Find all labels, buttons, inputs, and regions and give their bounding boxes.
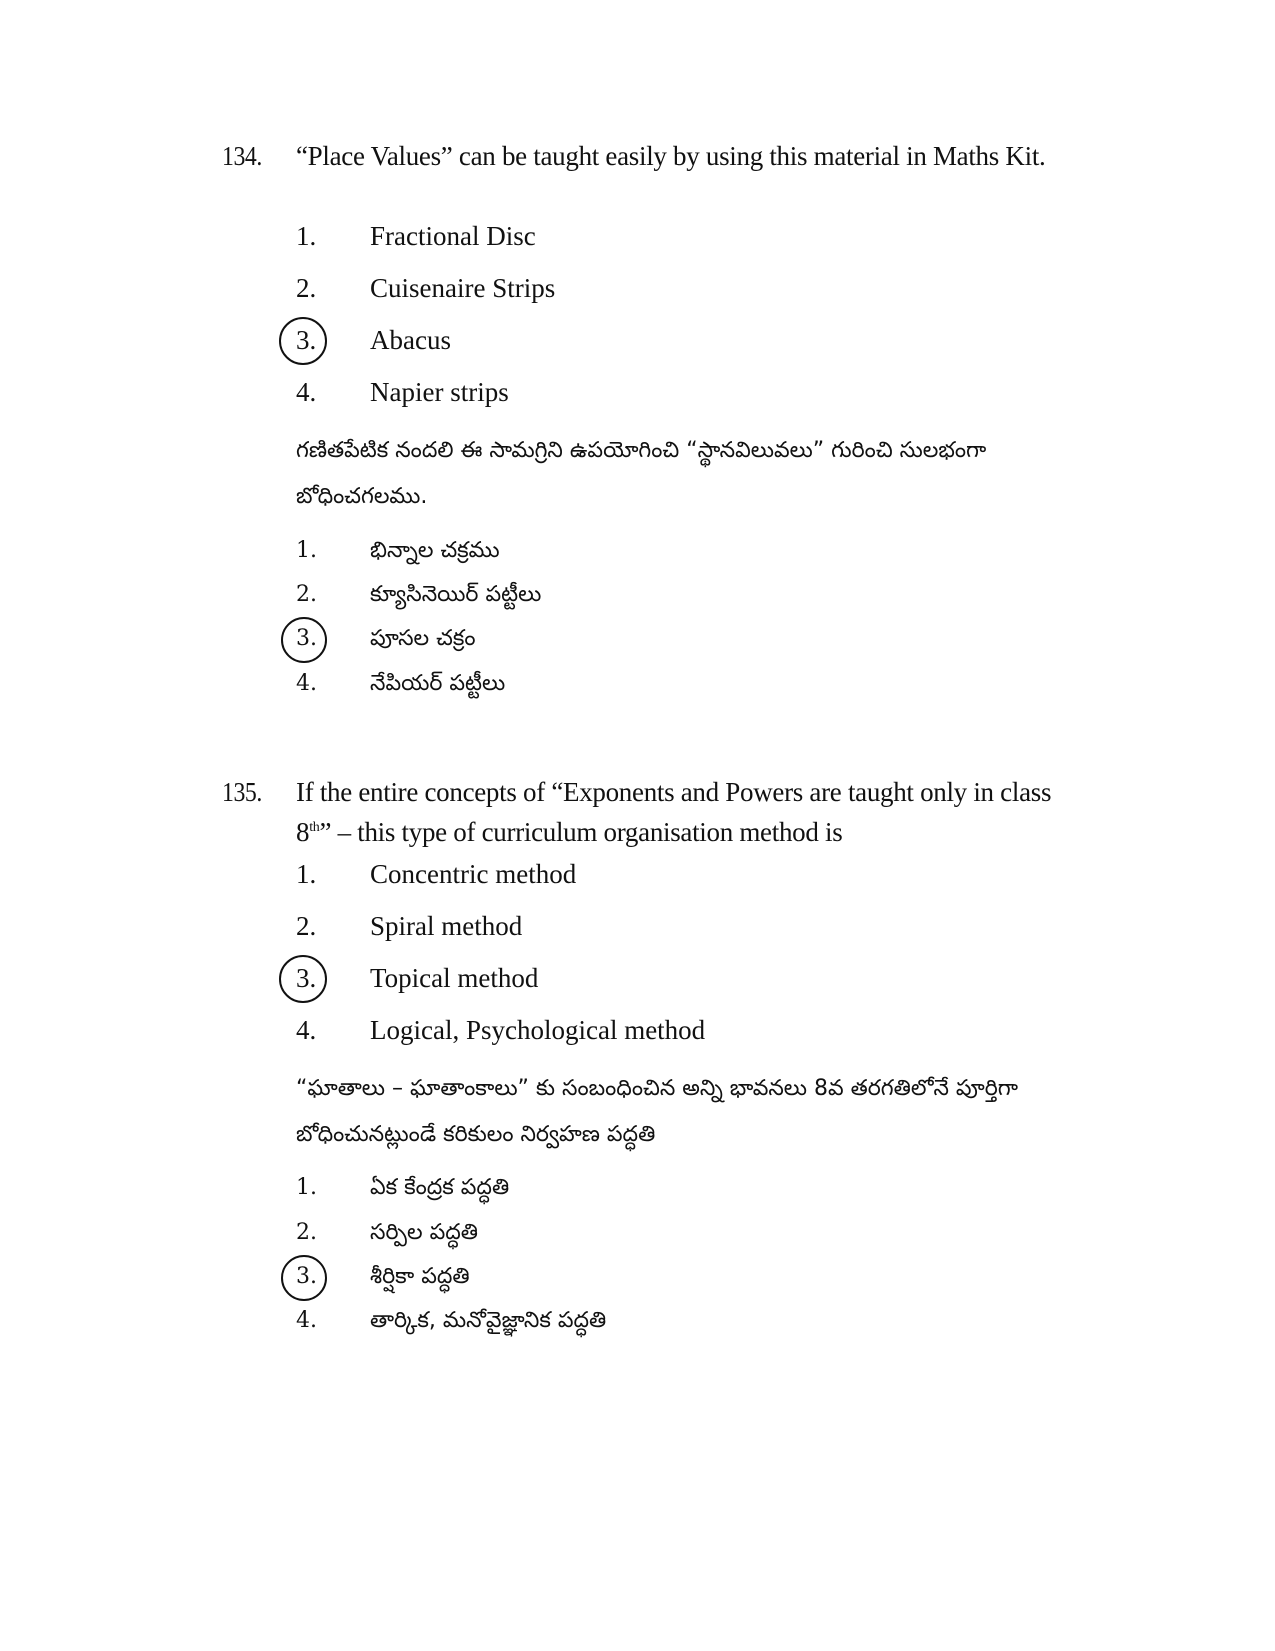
option-text: Concentric method [370, 859, 577, 889]
option-number-circled: 3. [296, 1259, 317, 1295]
question-number: 135. [222, 777, 262, 807]
option-text: పూసల చక్రం [370, 626, 476, 651]
option-text: Logical, Psychological method [370, 1015, 706, 1045]
question-text-part-1: If the entire concepts of “Exponents and Powers are taught only in class 8 [296, 777, 1052, 847]
option-text: సర్పిల పద్ధతి [370, 1220, 478, 1245]
option-text: ఏక కేంద్రక పద్ధతి [370, 1175, 510, 1200]
question-text-english [296, 774, 1056, 850]
option-number: 4. [296, 1015, 317, 1045]
option-number: 4. [296, 671, 317, 696]
option-text: నేపియర్ పట్టీలు [370, 671, 506, 696]
question-text-telugu: “ఘాతాలు – ఘాతాంకాలు” కు సంబంధించిన అన్ని భావనలు 8వ తరగతిలోనే పూర్తిగా బోధించునట్లుండే కరికులం నిర్వహణ పద్ధతి [296, 1076, 1019, 1147]
option-number: 2. [296, 273, 317, 303]
option-text: తార్కిక, మనోవైజ్ఞానిక పద్ధతి [370, 1308, 607, 1333]
option-text: Napier strips [370, 377, 509, 407]
option-text: Topical method [370, 963, 539, 993]
option-number: 1. [296, 221, 317, 251]
question-text-telugu: గణితపేటిక నందలి ఈ సామగ్రిని ఉపయోగించి “స్థానవిలువలు” గురించి సులభంగా బోధించగలము. [296, 438, 987, 509]
option-number-circled: 3. [296, 960, 336, 996]
option-number: 2. [296, 582, 317, 607]
option-text: క్యూసినెయిర్ పట్టీలు [370, 582, 542, 607]
option-text: శీర్షికా పద్ధతి [370, 1264, 470, 1289]
option-text: Fractional Disc [370, 221, 536, 251]
question-number: 134. [222, 141, 262, 171]
option-text: Cuisenaire Strips [370, 273, 556, 303]
option-number: 1. [296, 538, 317, 563]
option-text: Abacus [370, 325, 451, 355]
option-number-circled: 3. [296, 322, 336, 358]
option-text: Spiral method [370, 911, 523, 941]
option-text: భిన్నాల చక్రము [370, 538, 500, 563]
option-number: 2. [296, 1220, 317, 1245]
option-number: 1. [296, 859, 317, 889]
question-text-english: “Place Values” can be taught easily by using this material in Maths Kit. [296, 141, 1046, 171]
superscript-th: th [309, 820, 320, 835]
option-number: 4. [296, 1308, 317, 1333]
option-number: 4. [296, 377, 317, 407]
question-text-part-2: ” – this type of curriculum organisation method is [319, 817, 843, 847]
option-number: 2. [296, 911, 317, 941]
option-number: 1. [296, 1175, 317, 1200]
option-number-circled: 3. [296, 621, 317, 657]
